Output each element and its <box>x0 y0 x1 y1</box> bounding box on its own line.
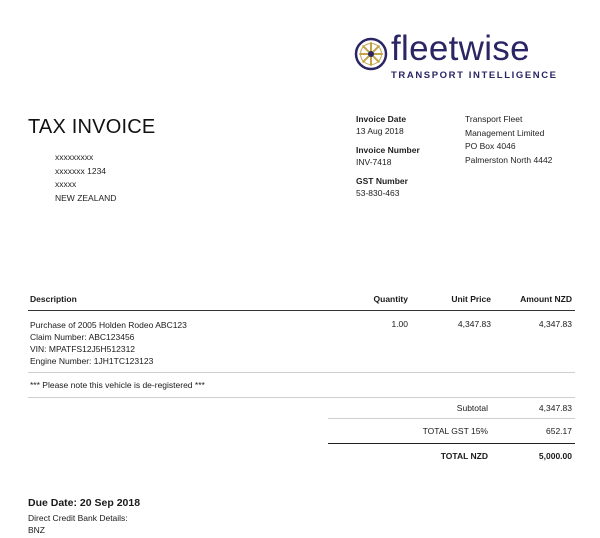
address-line: Transport Fleet <box>465 114 523 124</box>
due-date: Due Date: 20 Sep 2018 <box>28 497 141 509</box>
address-line: xxxxx <box>55 179 77 189</box>
totals-block <box>328 396 575 466</box>
header-description: Description <box>30 294 77 304</box>
gst-number-label: GST Number <box>356 176 408 186</box>
sender-address <box>465 113 552 167</box>
logo-wordmark: fleetwise <box>391 29 530 68</box>
gst-label: TOTAL GST 15% <box>422 426 488 436</box>
customer-address <box>55 151 116 205</box>
line-items-table <box>28 290 575 398</box>
fleetwise-logo-icon <box>354 37 388 71</box>
description-line: Claim Number: ABC123456 <box>30 332 135 342</box>
description-line: Engine Number: 1JH1TC123123 <box>30 356 154 366</box>
company-logo <box>354 29 564 83</box>
item-description <box>30 319 187 367</box>
header-amount: Amount NZD <box>520 294 572 304</box>
invoice-date-label: Invoice Date <box>356 114 407 124</box>
total-label: TOTAL NZD <box>440 451 488 461</box>
item-amount: 4,347.83 <box>538 319 572 329</box>
item-quantity: 1.00 <box>391 319 408 329</box>
address-line: PO Box 4046 <box>465 141 516 151</box>
table-header <box>28 290 575 311</box>
gst-value: 652.17 <box>546 426 572 436</box>
subtotal-label: Subtotal <box>456 403 488 413</box>
deregistered-note: *** Please note this vehicle is de-registered *** <box>30 380 205 390</box>
item-unit-price: 4,347.83 <box>457 319 491 329</box>
table-note-row <box>28 373 575 398</box>
gst-number-value: 53-830-463 <box>356 188 400 198</box>
payment-details <box>28 497 140 536</box>
bank-name: BNZ <box>28 525 45 535</box>
gst-row <box>328 419 575 442</box>
total-value: 5,000.00 <box>538 451 572 461</box>
description-line: Purchase of 2005 Holden Rodeo ABC123 <box>30 320 187 330</box>
logo-tagline: TRANSPORT INTELLIGENCE <box>391 70 558 81</box>
invoice-number-value: INV-7418 <box>356 157 392 167</box>
table-row <box>28 311 575 373</box>
total-row <box>328 443 575 466</box>
address-line: Palmerston North 4442 <box>465 154 553 165</box>
header-unit-price: Unit Price <box>451 294 491 304</box>
subtotal-row <box>328 396 575 419</box>
invoice-title: TAX INVOICE <box>28 116 156 138</box>
bank-details-label: Direct Credit Bank Details: <box>28 513 128 523</box>
invoice-number-label: Invoice Number <box>356 145 420 155</box>
address-line: Management Limited <box>465 127 545 138</box>
description-line: VIN: MPATFS12J5H512312 <box>30 344 136 354</box>
invoice-meta <box>356 113 420 206</box>
address-line: xxxxxxxxx <box>55 152 94 162</box>
subtotal-value: 4,347.83 <box>538 403 572 413</box>
address-line: NEW ZEALAND <box>55 192 117 203</box>
address-line: xxxxxxx 1234 <box>55 165 107 176</box>
invoice-date-value: 13 Aug 2018 <box>356 126 404 136</box>
header-quantity: Quantity <box>373 294 408 304</box>
